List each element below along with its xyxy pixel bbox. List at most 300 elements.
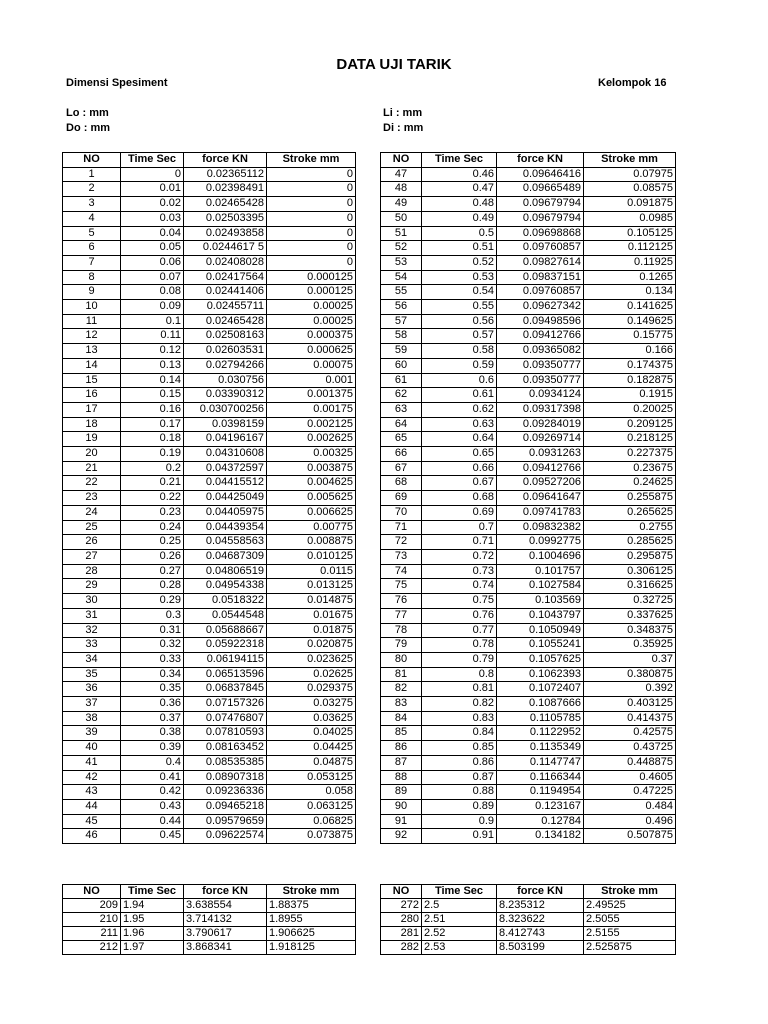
force-cell: 0.02465428 bbox=[184, 197, 267, 212]
force-cell: 0.103569 bbox=[497, 594, 584, 609]
no-cell: 49 bbox=[381, 197, 422, 212]
stroke-cell: 0.001 bbox=[267, 373, 356, 388]
stroke-cell: 0.03625 bbox=[267, 711, 356, 726]
time-cell: 0.08 bbox=[121, 285, 184, 300]
stroke-cell: 0.000625 bbox=[267, 344, 356, 359]
time-cell: 0.5 bbox=[422, 226, 497, 241]
force-cell: 0.09665489 bbox=[497, 182, 584, 197]
stroke-cell: 0.112125 bbox=[584, 241, 676, 256]
force-cell: 0.04405975 bbox=[184, 505, 267, 520]
no-cell: 77 bbox=[381, 608, 422, 623]
no-cell: 21 bbox=[63, 461, 121, 476]
stroke-cell: 0.1915 bbox=[584, 388, 676, 403]
no-cell: 92 bbox=[381, 829, 422, 844]
stroke-cell: 0.091875 bbox=[584, 197, 676, 212]
stroke-cell: 0 bbox=[267, 197, 356, 212]
time-cell: 0.42 bbox=[121, 785, 184, 800]
force-cell: 0.02794266 bbox=[184, 358, 267, 373]
table-row bbox=[381, 388, 676, 403]
stroke-cell: 0.00025 bbox=[267, 314, 356, 329]
kelompok-label: Kelompok 16 bbox=[598, 77, 667, 89]
force-cell: 0.09698868 bbox=[497, 226, 584, 241]
table-row bbox=[381, 608, 676, 623]
header-no: NO bbox=[63, 885, 121, 899]
force-cell: 0.09579659 bbox=[184, 814, 267, 829]
time-cell: 0.65 bbox=[422, 447, 497, 462]
table-row bbox=[381, 667, 676, 682]
time-cell: 0.26 bbox=[121, 549, 184, 564]
stroke-cell: 0 bbox=[267, 211, 356, 226]
header-no: NO bbox=[63, 153, 121, 168]
no-cell: 46 bbox=[63, 829, 121, 844]
time-cell: 0.55 bbox=[422, 300, 497, 315]
stroke-cell: 0.316625 bbox=[584, 579, 676, 594]
stroke-cell: 0.010125 bbox=[267, 549, 356, 564]
stroke-cell: 0.496 bbox=[584, 814, 676, 829]
time-cell: 0.63 bbox=[422, 417, 497, 432]
table-row bbox=[381, 432, 676, 447]
table-row bbox=[63, 608, 356, 623]
time-cell: 1.95 bbox=[121, 913, 184, 927]
header-time: Time Sec bbox=[121, 153, 184, 168]
table-row bbox=[381, 285, 676, 300]
no-cell: 37 bbox=[63, 697, 121, 712]
force-cell: 0.02417564 bbox=[184, 270, 267, 285]
force-cell: 0.0518322 bbox=[184, 594, 267, 609]
table-row bbox=[63, 476, 356, 491]
table-row bbox=[63, 314, 356, 329]
time-cell: 0.68 bbox=[422, 491, 497, 506]
table-row bbox=[381, 682, 676, 697]
stroke-cell: 0.07975 bbox=[584, 167, 676, 182]
table-row bbox=[381, 270, 676, 285]
time-cell: 0.19 bbox=[121, 447, 184, 462]
table-row bbox=[63, 197, 356, 212]
no-cell: 85 bbox=[381, 726, 422, 741]
no-cell: 89 bbox=[381, 785, 422, 800]
stroke-cell: 0.15775 bbox=[584, 329, 676, 344]
header-stroke: Stroke mm bbox=[584, 153, 676, 168]
no-cell: 30 bbox=[63, 594, 121, 609]
table-row bbox=[381, 344, 676, 359]
stroke-cell: 0.000125 bbox=[267, 270, 356, 285]
table-row bbox=[63, 652, 356, 667]
stroke-cell: 0.023625 bbox=[267, 652, 356, 667]
header-stroke: Stroke mm bbox=[267, 153, 356, 168]
time-cell: 2.53 bbox=[422, 941, 497, 955]
no-cell: 84 bbox=[381, 711, 422, 726]
time-cell: 2.51 bbox=[422, 913, 497, 927]
no-cell: 5 bbox=[63, 226, 121, 241]
table-row bbox=[381, 417, 676, 432]
stroke-cell: 0.265625 bbox=[584, 505, 676, 520]
stroke-cell: 0.00175 bbox=[267, 402, 356, 417]
table-row bbox=[381, 211, 676, 226]
time-cell: 0.27 bbox=[121, 564, 184, 579]
stroke-cell: 0.0985 bbox=[584, 211, 676, 226]
table-row bbox=[63, 520, 356, 535]
table-row bbox=[63, 417, 356, 432]
table-row bbox=[63, 770, 356, 785]
time-cell: 0.84 bbox=[422, 726, 497, 741]
stroke-cell: 0.182875 bbox=[584, 373, 676, 388]
time-cell: 0.28 bbox=[121, 579, 184, 594]
force-cell: 0.1135349 bbox=[497, 741, 584, 756]
no-cell: 282 bbox=[381, 941, 422, 955]
no-cell: 2 bbox=[63, 182, 121, 197]
no-cell: 67 bbox=[381, 461, 422, 476]
force-cell: 3.868341 bbox=[184, 941, 267, 955]
table-row bbox=[63, 726, 356, 741]
time-cell: 0.04 bbox=[121, 226, 184, 241]
table-row bbox=[381, 373, 676, 388]
no-cell: 29 bbox=[63, 579, 121, 594]
force-cell: 0.1122952 bbox=[497, 726, 584, 741]
time-cell: 0.49 bbox=[422, 211, 497, 226]
table-row bbox=[63, 402, 356, 417]
no-cell: 12 bbox=[63, 329, 121, 344]
document-title: DATA UJI TARIK bbox=[336, 56, 452, 73]
time-cell: 0.62 bbox=[422, 402, 497, 417]
no-cell: 53 bbox=[381, 255, 422, 270]
time-cell: 0.41 bbox=[121, 770, 184, 785]
stroke-cell: 0.029375 bbox=[267, 682, 356, 697]
stroke-cell: 0.008875 bbox=[267, 535, 356, 550]
time-cell: 0.9 bbox=[422, 814, 497, 829]
table-row bbox=[381, 535, 676, 550]
time-cell: 0.89 bbox=[422, 799, 497, 814]
stroke-cell: 0.23675 bbox=[584, 461, 676, 476]
force-cell: 0.04806519 bbox=[184, 564, 267, 579]
stroke-cell: 0.08575 bbox=[584, 182, 676, 197]
force-cell: 0.09465218 bbox=[184, 799, 267, 814]
no-cell: 24 bbox=[63, 505, 121, 520]
no-cell: 43 bbox=[63, 785, 121, 800]
no-cell: 55 bbox=[381, 285, 422, 300]
time-cell: 0.51 bbox=[422, 241, 497, 256]
data-table-2 bbox=[380, 152, 676, 844]
no-cell: 11 bbox=[63, 314, 121, 329]
force-cell: 0.08907318 bbox=[184, 770, 267, 785]
table-row bbox=[381, 652, 676, 667]
header-stroke: Stroke mm bbox=[584, 885, 676, 899]
time-cell: 0.82 bbox=[422, 697, 497, 712]
force-cell: 3.638554 bbox=[184, 899, 267, 913]
table-row bbox=[381, 594, 676, 609]
table-row bbox=[381, 755, 676, 770]
stroke-cell: 0.000375 bbox=[267, 329, 356, 344]
force-cell: 0.12784 bbox=[497, 814, 584, 829]
stroke-cell: 0 bbox=[267, 241, 356, 256]
force-cell: 0.0398159 bbox=[184, 417, 267, 432]
table-row bbox=[63, 182, 356, 197]
force-cell: 0.09236336 bbox=[184, 785, 267, 800]
stroke-cell: 0.002625 bbox=[267, 432, 356, 447]
table-row bbox=[63, 697, 356, 712]
time-cell: 0.18 bbox=[121, 432, 184, 447]
time-cell: 0.58 bbox=[422, 344, 497, 359]
time-cell: 0.72 bbox=[422, 549, 497, 564]
stroke-cell: 0.24625 bbox=[584, 476, 676, 491]
time-cell: 0.83 bbox=[422, 711, 497, 726]
stroke-cell: 0.484 bbox=[584, 799, 676, 814]
stroke-cell: 0.04875 bbox=[267, 755, 356, 770]
no-cell: 61 bbox=[381, 373, 422, 388]
data-table-4 bbox=[380, 884, 676, 955]
time-cell: 0.09 bbox=[121, 300, 184, 315]
table-row bbox=[381, 447, 676, 462]
stroke-cell: 0 bbox=[267, 182, 356, 197]
stroke-cell: 0.00075 bbox=[267, 358, 356, 373]
table-row bbox=[63, 432, 356, 447]
table-row bbox=[381, 927, 676, 941]
stroke-cell: 2.5055 bbox=[584, 913, 676, 927]
time-cell: 0.48 bbox=[422, 197, 497, 212]
force-cell: 0.09641647 bbox=[497, 491, 584, 506]
header-no: NO bbox=[381, 885, 422, 899]
force-cell: 0.0244617 5 bbox=[184, 241, 267, 256]
force-cell: 0.1055241 bbox=[497, 638, 584, 653]
table-row bbox=[381, 638, 676, 653]
table-row bbox=[63, 638, 356, 653]
stroke-cell: 1.88375 bbox=[267, 899, 356, 913]
time-cell: 0.61 bbox=[422, 388, 497, 403]
stroke-cell: 0.209125 bbox=[584, 417, 676, 432]
no-cell: 72 bbox=[381, 535, 422, 550]
time-cell: 0.57 bbox=[422, 329, 497, 344]
no-cell: 4 bbox=[63, 211, 121, 226]
time-cell: 0.17 bbox=[121, 417, 184, 432]
stroke-cell: 0.01875 bbox=[267, 623, 356, 638]
force-cell: 0.03390312 bbox=[184, 388, 267, 403]
table-row bbox=[63, 167, 356, 182]
time-cell: 0.2 bbox=[121, 461, 184, 476]
table-row bbox=[381, 941, 676, 955]
table-row bbox=[381, 520, 676, 535]
stroke-cell: 0.227375 bbox=[584, 447, 676, 462]
no-cell: 18 bbox=[63, 417, 121, 432]
table-row bbox=[381, 814, 676, 829]
no-cell: 82 bbox=[381, 682, 422, 697]
table-row bbox=[381, 579, 676, 594]
no-cell: 91 bbox=[381, 814, 422, 829]
force-cell: 8.235312 bbox=[497, 899, 584, 913]
no-cell: 36 bbox=[63, 682, 121, 697]
stroke-cell: 0.448875 bbox=[584, 755, 676, 770]
do-label: Do : mm bbox=[66, 122, 110, 134]
table-row bbox=[63, 255, 356, 270]
force-cell: 0.05688667 bbox=[184, 623, 267, 638]
force-cell: 0.07810593 bbox=[184, 726, 267, 741]
header-no: NO bbox=[381, 153, 422, 168]
force-cell: 0.02503395 bbox=[184, 211, 267, 226]
time-cell: 0.78 bbox=[422, 638, 497, 653]
force-cell: 0.101757 bbox=[497, 564, 584, 579]
stroke-cell: 0.403125 bbox=[584, 697, 676, 712]
no-cell: 73 bbox=[381, 549, 422, 564]
time-cell: 0.87 bbox=[422, 770, 497, 785]
time-cell: 0.21 bbox=[121, 476, 184, 491]
table-row bbox=[381, 329, 676, 344]
stroke-cell: 0.04025 bbox=[267, 726, 356, 741]
time-cell: 0.32 bbox=[121, 638, 184, 653]
table-row bbox=[381, 358, 676, 373]
table-row bbox=[381, 770, 676, 785]
no-cell: 69 bbox=[381, 491, 422, 506]
stroke-cell: 0 bbox=[267, 167, 356, 182]
table-row bbox=[63, 491, 356, 506]
time-cell: 1.96 bbox=[121, 927, 184, 941]
header-stroke: Stroke mm bbox=[267, 885, 356, 899]
no-cell: 75 bbox=[381, 579, 422, 594]
table-row bbox=[381, 726, 676, 741]
force-cell: 0.08163452 bbox=[184, 741, 267, 756]
di-label: Di : mm bbox=[383, 122, 424, 134]
stroke-cell: 0.003875 bbox=[267, 461, 356, 476]
stroke-cell: 0.014875 bbox=[267, 594, 356, 609]
force-cell: 0.09317398 bbox=[497, 402, 584, 417]
table-row bbox=[63, 829, 356, 844]
force-cell: 0.09412766 bbox=[497, 461, 584, 476]
time-cell: 0.11 bbox=[121, 329, 184, 344]
stroke-cell: 0.295875 bbox=[584, 549, 676, 564]
force-cell: 8.412743 bbox=[497, 927, 584, 941]
force-cell: 0.02441406 bbox=[184, 285, 267, 300]
stroke-cell: 0.32725 bbox=[584, 594, 676, 609]
time-cell: 0.86 bbox=[422, 755, 497, 770]
time-cell: 0.66 bbox=[422, 461, 497, 476]
stroke-cell: 0.1265 bbox=[584, 270, 676, 285]
table-row bbox=[63, 927, 356, 941]
table-row bbox=[63, 211, 356, 226]
no-cell: 1 bbox=[63, 167, 121, 182]
table-row bbox=[381, 623, 676, 638]
force-cell: 0.030700256 bbox=[184, 402, 267, 417]
no-cell: 83 bbox=[381, 697, 422, 712]
time-cell: 0.67 bbox=[422, 476, 497, 491]
time-cell: 0.33 bbox=[121, 652, 184, 667]
force-cell: 0.04372597 bbox=[184, 461, 267, 476]
table-row bbox=[381, 505, 676, 520]
no-cell: 28 bbox=[63, 564, 121, 579]
stroke-cell: 0.348375 bbox=[584, 623, 676, 638]
stroke-cell: 0.218125 bbox=[584, 432, 676, 447]
time-cell: 0 bbox=[121, 167, 184, 182]
no-cell: 272 bbox=[381, 899, 422, 913]
table-row bbox=[63, 344, 356, 359]
force-cell: 0.09760857 bbox=[497, 241, 584, 256]
table-row bbox=[63, 535, 356, 550]
table-row bbox=[63, 564, 356, 579]
force-cell: 0.09646416 bbox=[497, 167, 584, 182]
force-cell: 0.1027584 bbox=[497, 579, 584, 594]
stroke-cell: 0.001375 bbox=[267, 388, 356, 403]
time-cell: 0.43 bbox=[121, 799, 184, 814]
no-cell: 14 bbox=[63, 358, 121, 373]
stroke-cell: 0.005625 bbox=[267, 491, 356, 506]
force-cell: 0.1004696 bbox=[497, 549, 584, 564]
no-cell: 71 bbox=[381, 520, 422, 535]
time-cell: 0.8 bbox=[422, 667, 497, 682]
time-cell: 0.54 bbox=[422, 285, 497, 300]
time-cell: 0.91 bbox=[422, 829, 497, 844]
table-row bbox=[63, 373, 356, 388]
time-cell: 0.88 bbox=[422, 785, 497, 800]
time-cell: 0.02 bbox=[121, 197, 184, 212]
no-cell: 34 bbox=[63, 652, 121, 667]
time-cell: 1.94 bbox=[121, 899, 184, 913]
stroke-cell: 0.37 bbox=[584, 652, 676, 667]
no-cell: 60 bbox=[381, 358, 422, 373]
force-cell: 0.02465428 bbox=[184, 314, 267, 329]
force-cell: 0.1043797 bbox=[497, 608, 584, 623]
stroke-cell: 0.06825 bbox=[267, 814, 356, 829]
force-cell: 8.323622 bbox=[497, 913, 584, 927]
table-row bbox=[381, 182, 676, 197]
table-row bbox=[381, 255, 676, 270]
header-force: force KN bbox=[497, 153, 584, 168]
time-cell: 0.39 bbox=[121, 741, 184, 756]
table-row bbox=[381, 564, 676, 579]
no-cell: 44 bbox=[63, 799, 121, 814]
no-cell: 90 bbox=[381, 799, 422, 814]
time-cell: 0.79 bbox=[422, 652, 497, 667]
stroke-cell: 0 bbox=[267, 226, 356, 241]
stroke-cell: 0.00025 bbox=[267, 300, 356, 315]
time-cell: 0.14 bbox=[121, 373, 184, 388]
time-cell: 2.5 bbox=[422, 899, 497, 913]
stroke-cell: 0.053125 bbox=[267, 770, 356, 785]
time-cell: 0.75 bbox=[422, 594, 497, 609]
time-cell: 0.23 bbox=[121, 505, 184, 520]
no-cell: 74 bbox=[381, 564, 422, 579]
force-cell: 0.09760857 bbox=[497, 285, 584, 300]
header-time: Time Sec bbox=[121, 885, 184, 899]
no-cell: 6 bbox=[63, 241, 121, 256]
table-row bbox=[381, 799, 676, 814]
no-cell: 39 bbox=[63, 726, 121, 741]
stroke-cell: 2.5155 bbox=[584, 927, 676, 941]
time-cell: 0.53 bbox=[422, 270, 497, 285]
table-row bbox=[63, 329, 356, 344]
no-cell: 50 bbox=[381, 211, 422, 226]
table-row bbox=[63, 711, 356, 726]
no-cell: 31 bbox=[63, 608, 121, 623]
table-row bbox=[63, 682, 356, 697]
stroke-cell: 0.0115 bbox=[267, 564, 356, 579]
force-cell: 0.09679794 bbox=[497, 211, 584, 226]
force-cell: 0.0544548 bbox=[184, 608, 267, 623]
time-cell: 0.1 bbox=[121, 314, 184, 329]
force-cell: 0.04558563 bbox=[184, 535, 267, 550]
table-row bbox=[63, 755, 356, 770]
table-row bbox=[63, 505, 356, 520]
force-cell: 0.02493858 bbox=[184, 226, 267, 241]
stroke-cell: 0.105125 bbox=[584, 226, 676, 241]
no-cell: 17 bbox=[63, 402, 121, 417]
no-cell: 13 bbox=[63, 344, 121, 359]
time-cell: 0.34 bbox=[121, 667, 184, 682]
no-cell: 59 bbox=[381, 344, 422, 359]
force-cell: 0.02365112 bbox=[184, 167, 267, 182]
no-cell: 3 bbox=[63, 197, 121, 212]
table-row bbox=[63, 388, 356, 403]
time-cell: 0.12 bbox=[121, 344, 184, 359]
force-cell: 0.1087666 bbox=[497, 697, 584, 712]
table-row bbox=[63, 461, 356, 476]
stroke-cell: 0.000125 bbox=[267, 285, 356, 300]
table-row bbox=[63, 358, 356, 373]
